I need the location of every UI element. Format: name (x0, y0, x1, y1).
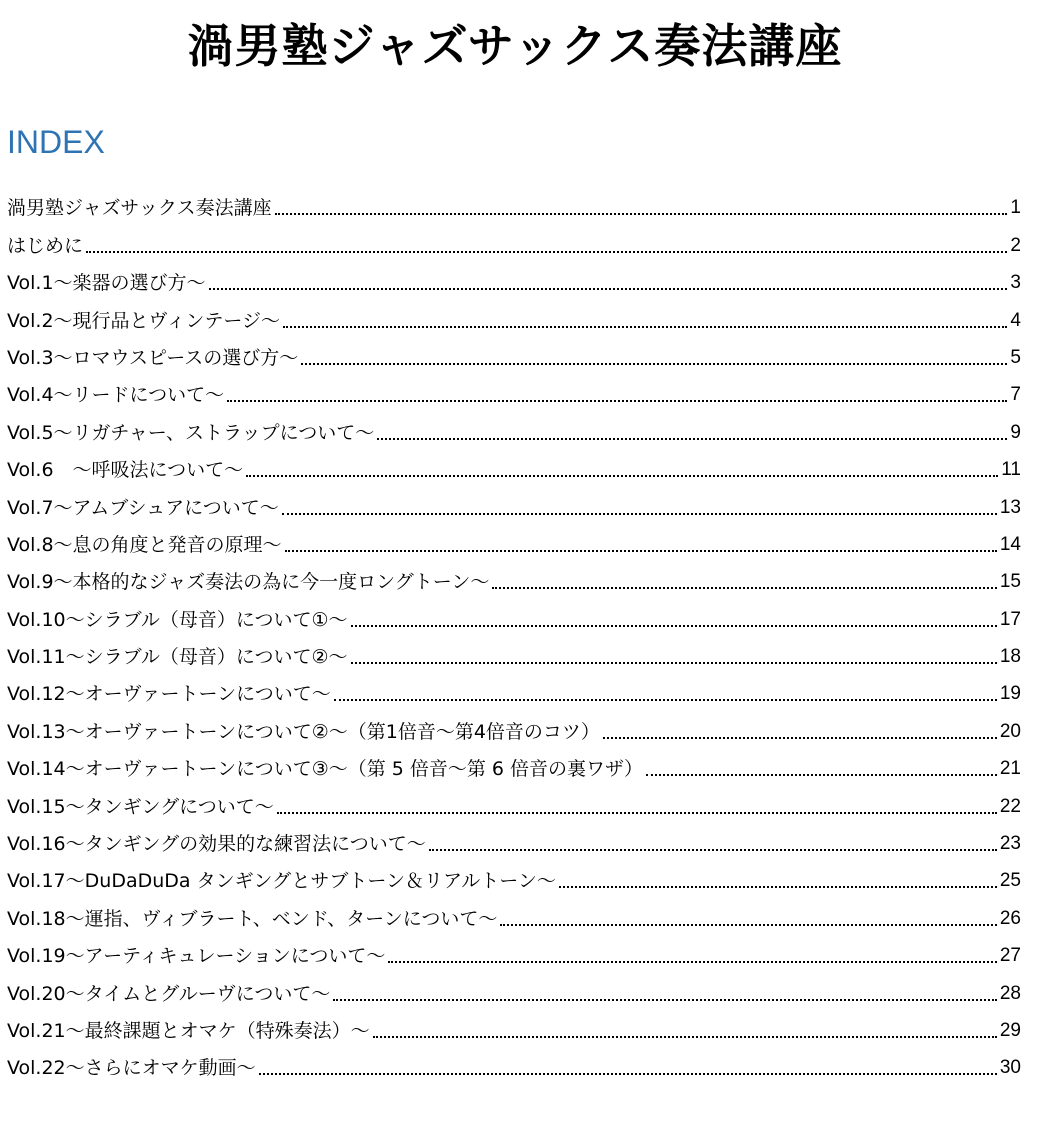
toc-entry-label: Vol.5～リガチャー、ストラップについて～ (7, 421, 375, 444)
toc-page-number: 19 (999, 683, 1021, 705)
toc-entry-label: Vol.18～運指、ヴィブラート、ベンド、ターンについて～ (7, 907, 498, 930)
toc-entry[interactable] (7, 594, 1021, 631)
toc-entry-label: Vol.3～ロマウスピースの選び方～ (7, 346, 299, 369)
toc-dot-leader (209, 288, 1008, 290)
toc-dot-leader (351, 662, 997, 664)
toc-dot-leader (285, 550, 997, 552)
toc-page-number: 13 (999, 496, 1021, 518)
toc-entry[interactable] (7, 744, 1021, 781)
toc-dot-leader (282, 513, 997, 515)
toc-entry[interactable] (7, 482, 1021, 519)
toc-entry-label: はじめに (7, 234, 84, 257)
toc-entry-label: Vol.8～息の角度と発音の原理～ (7, 533, 282, 556)
document-title: 渦男塾ジャズサックス奏法講座 (187, 19, 843, 73)
toc-entry[interactable] (7, 893, 1021, 930)
toc-entry[interactable] (7, 183, 1021, 220)
toc-page-number: 27 (999, 945, 1021, 967)
toc-page-number: 5 (1010, 346, 1021, 368)
toc-page-number: 1 (1010, 197, 1021, 219)
toc-dot-leader (377, 438, 1007, 440)
toc-entry-label: Vol.22～さらにオマケ動画～ (7, 1057, 256, 1080)
toc-entry[interactable] (7, 520, 1021, 557)
toc-dot-leader (500, 924, 997, 926)
toc-entry-label: Vol.1～楽器の選び方～ (7, 272, 206, 295)
toc-entry-label: 渦男塾ジャズサックス奏法講座 (7, 197, 272, 220)
toc-entry[interactable] (7, 819, 1021, 856)
toc-entry[interactable] (7, 968, 1021, 1005)
toc-entry[interactable] (7, 632, 1021, 669)
toc-page-number: 11 (1001, 459, 1021, 481)
toc-entry[interactable] (7, 856, 1021, 893)
toc-entry-label: Vol.15～タンギングについて～ (7, 795, 274, 818)
toc-dot-leader (646, 774, 997, 776)
toc-entry[interactable] (7, 220, 1021, 257)
toc-entry[interactable] (7, 407, 1021, 444)
toc-dot-leader (351, 625, 997, 627)
toc-entry-label: Vol.7～アムブシュアについて～ (7, 496, 279, 519)
toc-entry-label: Vol.17～DuDaDuDa タンギングとサブトーン＆リアルトーン～ (7, 870, 556, 893)
toc-dot-leader (492, 587, 996, 589)
toc-entry-label: Vol.2～現行品とヴィンテージ～ (7, 309, 281, 332)
toc-dot-leader (301, 363, 1007, 365)
toc-entry-label: Vol.13～オーヴァートーンについて②～（第1倍音～第4倍音のコツ） (7, 720, 600, 743)
toc-page-number: 3 (1010, 272, 1021, 294)
toc-page-number: 9 (1010, 421, 1021, 443)
toc-entry-label: Vol.10～シラブル（母音）について①～ (7, 608, 348, 631)
toc-entry-label: Vol.16～タンギングの効果的な練習法について～ (7, 833, 426, 856)
toc-entry-label: Vol.11～シラブル（母音）について②～ (7, 646, 348, 669)
index-heading: INDEX (7, 124, 105, 160)
toc-dot-leader (373, 1036, 997, 1038)
toc-dot-leader (259, 1073, 997, 1075)
toc-page-number: 22 (999, 795, 1021, 817)
toc-dot-leader (333, 999, 997, 1001)
toc-page-number: 30 (999, 1057, 1021, 1079)
toc-page-number: 18 (999, 646, 1021, 668)
toc-dot-leader (603, 737, 997, 739)
toc-page-number: 25 (999, 870, 1021, 892)
toc-entry[interactable] (7, 295, 1021, 332)
toc-entry[interactable] (7, 557, 1021, 594)
toc-dot-leader (559, 886, 997, 888)
toc-entry[interactable] (7, 445, 1021, 482)
toc-page-number: 29 (999, 1019, 1021, 1041)
toc-entry[interactable] (7, 669, 1021, 706)
toc-entry-label: Vol.19～アーティキュレーションについて～ (7, 945, 386, 968)
toc-page-number: 7 (1010, 384, 1021, 406)
toc-entry-label: Vol.4～リードについて～ (7, 384, 225, 407)
toc-page-number: 28 (999, 982, 1021, 1004)
toc-page-number: 2 (1010, 234, 1021, 256)
table-of-contents (7, 183, 1021, 1080)
toc-page-number: 17 (999, 608, 1021, 630)
toc-entry[interactable] (7, 370, 1021, 407)
toc-entry[interactable] (7, 333, 1021, 370)
toc-entry[interactable] (7, 931, 1021, 968)
toc-dot-leader (246, 475, 998, 477)
toc-dot-leader (275, 213, 1008, 215)
toc-page-number: 20 (999, 720, 1021, 742)
toc-dot-leader (334, 699, 997, 701)
toc-entry-label: Vol.20～タイムとグルーヴについて～ (7, 982, 331, 1005)
toc-entry[interactable] (7, 1006, 1021, 1043)
toc-dot-leader (277, 812, 997, 814)
toc-page-number: 26 (999, 907, 1021, 929)
toc-entry[interactable] (7, 1043, 1021, 1080)
toc-entry[interactable] (7, 258, 1021, 295)
toc-entry[interactable] (7, 781, 1021, 818)
toc-dot-leader (86, 251, 1007, 253)
toc-entry-label: Vol.14～オーヴァートーンについて③～（第 5 倍音～第 6 倍音の裏ワザ） (7, 758, 644, 781)
toc-dot-leader (283, 326, 1007, 328)
toc-dot-leader (227, 400, 1007, 402)
toc-page-number: 14 (999, 533, 1021, 555)
toc-entry-label: Vol.21～最終課題とオマケ（特殊奏法）～ (7, 1019, 370, 1042)
toc-entry-label: Vol.12～オーヴァートーンについて～ (7, 683, 331, 706)
toc-dot-leader (429, 849, 997, 851)
toc-page-number: 4 (1010, 309, 1021, 331)
toc-page-number: 21 (999, 758, 1021, 780)
toc-dot-leader (388, 961, 996, 963)
toc-page-number: 23 (999, 833, 1021, 855)
toc-entry-label: Vol.6 ～呼吸法について～ (7, 459, 244, 482)
toc-entry[interactable] (7, 706, 1021, 743)
toc-entry-label: Vol.9～本格的なジャズ奏法の為に今一度ロングトーン～ (7, 571, 490, 594)
toc-page-number: 15 (999, 571, 1021, 593)
